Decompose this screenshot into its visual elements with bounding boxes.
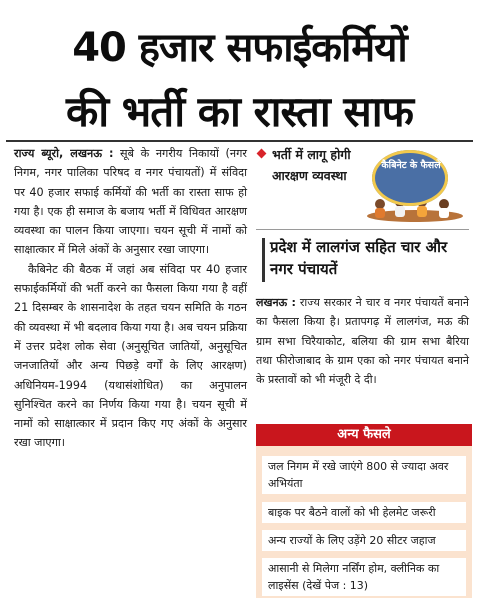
side-story-text: राज्य सरकार ने चार व नगर पंचायतें बनाने का फैसला किया है। प्रतापगढ़ में लालगंज, मऊ की ग्राम सभा चिरैयाकोट, बलिया की ग्राम सभा बैरिया तथा फीरोजाबाद के ग्राम एका को नगर पंचायत बनाने के प्रस्तावों को भी मंजूरी दे दी। [256, 296, 469, 387]
cabinet-decisions-badge [360, 144, 470, 222]
badge-label: कैबिनेट के फैसले [381, 160, 441, 171]
other-decisions-title: अन्य फैसले [256, 424, 472, 446]
right-column-divider [256, 229, 469, 230]
main-story-para1-text: सूबे के नगरीय निकायों (नगर निगम, नगर पालिका परिषद व नगर पंचायतों) में संविदा पर 40 हजार सफाई कर्मियों की भर्ती का रास्ता साफ हो गया है। एक ही समाज के बजाय भर्ती में विधिवत आरक्षण व्यवस्था का पालन किया जाएगा। चयन सूची में नामों को साक्षात्कार में मिले अंकों के अनुसार रखा जाएगा। [14, 147, 247, 257]
main-story-paragraph-2: कैबिनेट की बैठक में जहां अब संविदा पर 40 हजार सफाईकर्मियों की भर्ती करने का फैसला किया गया है वहीं 21 दिसम्बर के शासनादेश के तहत चयन समिति के गठन की व्यवस्था में भी बदलाव किया गया है। अब चयन प्रक्रिया में उत्तर प्रदेश लोक सेवा (अनुसूचित जातियों, अनुसूचित जनजातियों और अन्य पिछड़े वर्गों के लिए आरक्षण) अधिनियम-1994 (यथासंशोधित) का अनुपालन सुनिश्चित करने का निर्णय किया गया है। चयन सूची में नामों को साक्षात्कार में प्रदान किए गए अंकों के अनुसार रखा जाएगा। [14, 262, 247, 450]
headline-line-2: की भर्ती का रास्ता साफ [66, 87, 413, 136]
other-decision-item: बाइक पर बैठने वालों को भी हेलमेट जरूरी [262, 502, 466, 523]
other-decision-item: आसानी से मिलेगा नर्सिंग होम, क्लीनिक का लाइसेंस (देखें पेज : 13) [262, 558, 466, 596]
side-story [256, 293, 469, 389]
other-decisions-box [256, 424, 472, 598]
side-story-accent-bar [262, 238, 265, 282]
main-story [14, 144, 247, 453]
side-story-headline: प्रदेश में लालगंज सहित चार और नगर पंचायतें [270, 238, 448, 278]
main-story-dateline: राज्य ब्यूरो, लखनऊ : [14, 147, 114, 160]
main-story-paragraph-1 [14, 144, 247, 260]
highlight-text: भर्ती में लागू होगी आरक्षण व्यवस्था [272, 147, 351, 183]
red-diamond-bullet-icon [257, 149, 267, 159]
side-story-body [256, 293, 469, 389]
side-story-dateline: लखनऊ : [256, 296, 296, 309]
highlight-bullet [256, 144, 469, 224]
other-decision-item: अन्य राज्यों के लिए उड़ेंगे 20 सीटर जहाज [262, 530, 466, 551]
highlight-block [256, 144, 469, 224]
headline-divider [6, 140, 473, 142]
other-decision-item: जल निगम में रखे जाएंगे 800 से ज्यादा अवर अभियंता [262, 456, 466, 494]
headline-line-1: 40 हजार सफाईकर्मियों [72, 25, 407, 71]
